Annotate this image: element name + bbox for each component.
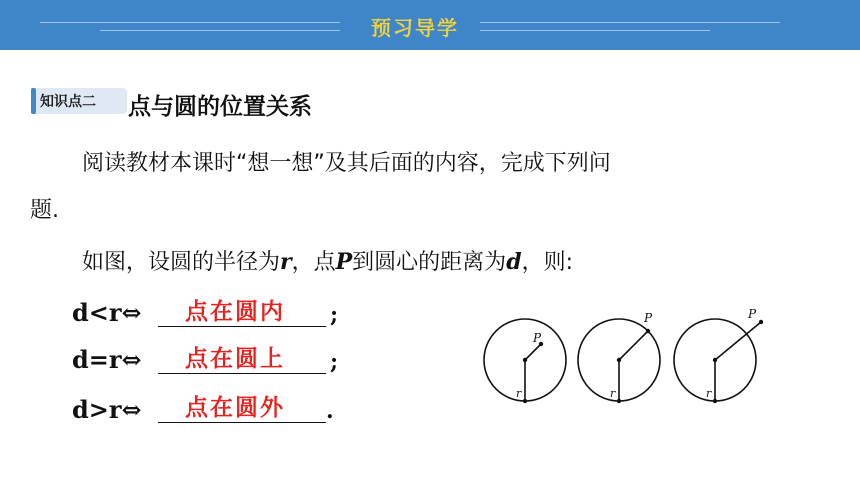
badge-accent-bar (31, 88, 36, 114)
header-deco-line (100, 30, 340, 31)
point-label: P (748, 307, 757, 321)
answer-text: 点在圆上 (185, 346, 285, 372)
answer-text: 点在圆外 (185, 395, 285, 421)
header-bar (0, 0, 860, 50)
relation-end: . (326, 398, 334, 424)
circle-point-outside (674, 307, 763, 403)
relation-lhs: d>r⇔ (72, 395, 142, 424)
header-title: 预习导学 (371, 16, 459, 40)
radius-label: r (610, 387, 616, 400)
header-deco-line (480, 22, 780, 23)
knowledge-point-label: 知识点二 (40, 94, 96, 110)
intro-line-2: 题. (30, 198, 59, 223)
header-deco-line (40, 22, 340, 23)
circle-point-inside (484, 319, 566, 403)
radius-label: r (706, 387, 712, 400)
header-deco-line (480, 30, 710, 31)
section-title: 点与圆的位置关系 (128, 94, 312, 120)
intro-line-1: 阅读教材本课时“想一想”及其后面的内容，完成下列问 (82, 151, 611, 176)
relation-lhs: d=r⇔ (72, 345, 142, 374)
point-circle-figure (478, 298, 788, 418)
point-label: P (533, 331, 542, 345)
circle-point-on (578, 311, 660, 403)
relation-end: ; (330, 349, 339, 375)
answer-text: 点在圆内 (185, 299, 285, 325)
relation-end: ; (330, 302, 339, 328)
radius-label: r (516, 387, 522, 400)
point-label: P (644, 311, 653, 325)
relation-lhs: d<r⇔ (72, 298, 142, 327)
question-text: 如图，设圆的半径为r，点P到圆心的距离为d，则: (82, 249, 573, 275)
